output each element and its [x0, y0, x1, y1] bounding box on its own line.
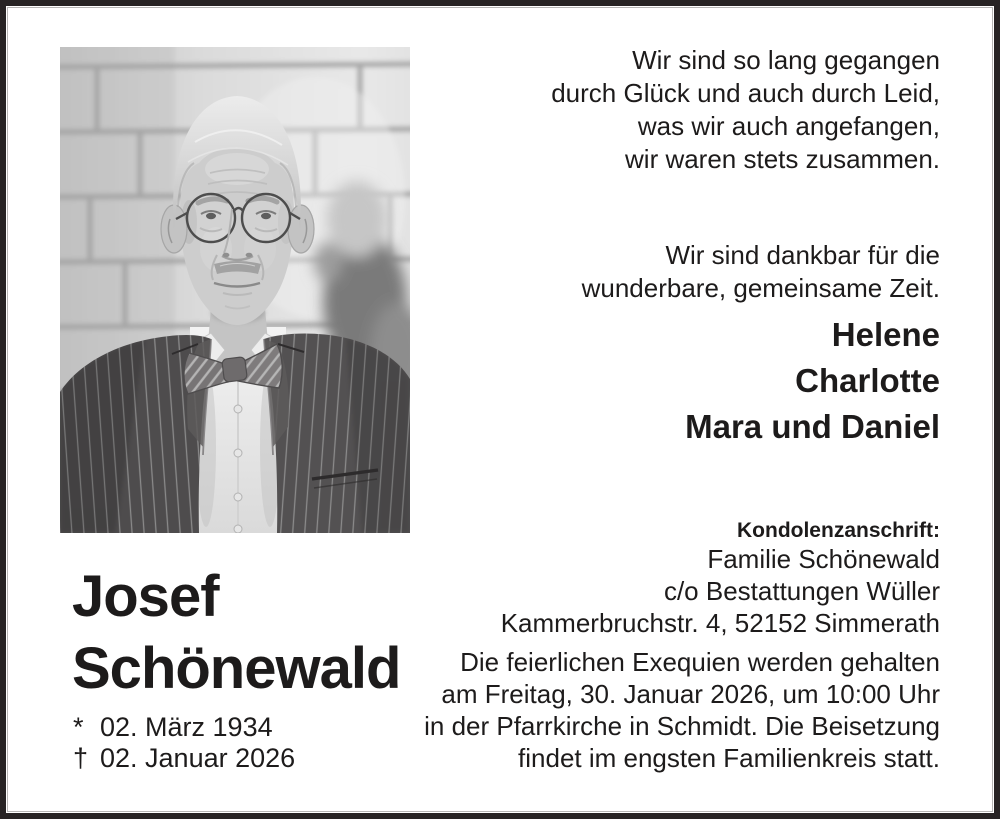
mourner-name: Helene	[831, 316, 940, 353]
memorial-poem	[551, 44, 940, 176]
thanks-line: wunderbare, gemeinsame Zeit.	[581, 273, 940, 303]
gratitude-text	[582, 239, 940, 305]
mourner-name: Mara und Daniel	[685, 408, 940, 445]
mourners-list	[685, 312, 940, 450]
condolence-line: c/o Bestattungen Wüller	[663, 576, 940, 606]
funeral-service-info	[424, 646, 940, 774]
thanks-line: Wir sind dankbar für die	[665, 240, 940, 270]
condolence-line: Familie Schönewald	[707, 544, 940, 574]
portrait-illustration	[60, 47, 410, 533]
death-date: 02. Januar 2026	[100, 743, 296, 773]
poem-line: wir waren stets zusammen.	[625, 144, 940, 174]
deceased-first-name: Josef	[72, 564, 219, 629]
deceased-name	[72, 561, 400, 705]
service-line: Die feierlichen Exequien werden gehalten	[460, 647, 940, 677]
condolence-address	[501, 543, 940, 639]
service-line: in der Pfarrkirche in Schmidt. Die Beisetzung	[424, 711, 940, 741]
condolence-address-label: Kondolenzanschrift:	[737, 519, 940, 542]
born-star-icon: *	[73, 712, 84, 742]
service-line: am Freitag, 30. Januar 2026, um 10:00 Uhr	[441, 679, 940, 709]
death-cross-icon: †	[73, 743, 89, 773]
mourner-name: Charlotte	[795, 362, 940, 399]
death-date-row	[73, 743, 295, 774]
poem-line: Wir sind so lang gegangen	[632, 45, 940, 75]
life-dates	[73, 712, 295, 774]
poem-line: was wir auch angefangen,	[637, 111, 940, 141]
service-line: findet im engsten Familienkreis statt.	[518, 743, 940, 773]
birth-date: 02. März 1934	[100, 712, 273, 742]
poem-line: durch Glück und auch durch Leid,	[551, 78, 940, 108]
condolence-line: Kammerbruchstr. 4, 52152 Simmerath	[500, 608, 940, 638]
deceased-portrait-photo	[60, 47, 410, 533]
birth-date-row	[73, 712, 295, 743]
deceased-last-name: Schönewald	[72, 636, 401, 701]
